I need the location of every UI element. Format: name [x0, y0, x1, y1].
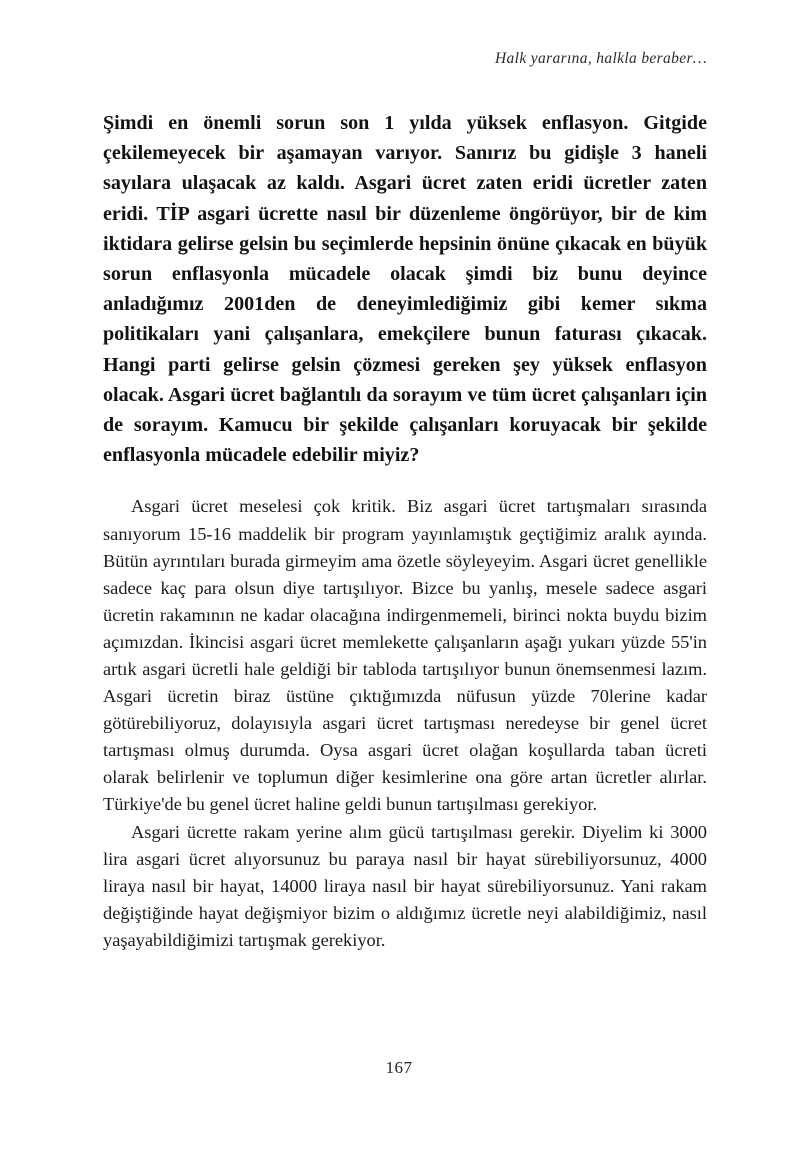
running-head: Halk yararına, halkla beraber…	[495, 50, 707, 67]
page-number: 167	[385, 1058, 413, 1077]
answer-body	[103, 493, 707, 954]
interview-question-paragraph: Şimdi en önemli sorun son 1 yılda yüksek enflasyon. Gitgide çekilemeyecek bir aşamayan varıyor. Sanırız bu gidişle 3 haneli sayılara ulaşacak az kaldı. Asgari ücret zaten eridi ücretler zaten eridi. TİP asgari ücrette nasıl bir düzenleme öngörüyor, bir de kim iktidara gelirse gelsin bu seçimlerde hepsinin önüne çıkacak en büyük sorun enflasyonla mücadele olacak şimdi biz bunu deyince anladığımız 2001den de deneyimlediğimiz gibi kemer sıkma politikaları yani çalışanlara, emekçilere bunun faturası çıkacak. Hangi parti gelirse gelsin çözmesi gereken şey yüksek enflasyon olacak. Asgari ücret bağlantılı da sorayım ve tüm ücret çalışanları için de sorayım. Kamucu bir şekilde çalışanları koruyacak bir şekilde enflasyonla mücadele edebilir miyiz?	[103, 112, 707, 467]
body-paragraph: Asgari ücret meselesi çok kritik. Biz asgari ücret tartışmaları sırasında sanıyorum 15-16 maddelik bir program yayınlamıştık geçtiğimiz aralık ayında. Bütün ayrıntıları burada girmeyim ama özetle söyleyeyim. Asgari ücret genellikle sadece kaç para olsun diye tartışılıyor. Bizce bu yanlış, mesele sadece asgari ücretin rakamının ne kadar olacağına indirgenmemeli, birinci nokta buydu bizim açımızdan. İkincisi asgari ücret memlekette çalışanların aşağı yukarı yüzde 55'in artık asgari ücretli hale geldiği bir tabloda tartışılıyor bunun önemsenmesi lazım. Asgari ücretin biraz üstüne çıktığımızda nüfusun yüzde 70lerine kadar götürebiliyoruz, dolayısıyla asgari ücret tartışması neredeyse bir genel ücret tartışması olmuş durumda. Oysa asgari ücret olağan koşullarda taban ücreti olarak belirlenir ve toplumun diğer kesimlerine ona göre artan ücretler alırlar. Türkiye'de bu genel ücret haline geldi bunun tartışılması gerekiyor.	[103, 496, 707, 815]
body-paragraph: Asgari ücrette rakam yerine alım gücü tartışılması gerekir. Diyelim ki 3000 lira asgari ücret alıyorsunuz bu paraya nasıl bir hayat sürebiliyorsunuz, 4000 liraya nasıl bir hayat, 14000 liraya nasıl bir hayat sürebiliyorsunuz. Yani rakam değiştiğinde hayat değişmiyor bizim o aldığımız ücretle neyi alabildiğimiz, nasıl yaşayabildiğimizi tartışmak gerekiyor.	[103, 821, 707, 950]
text-column	[103, 108, 707, 954]
